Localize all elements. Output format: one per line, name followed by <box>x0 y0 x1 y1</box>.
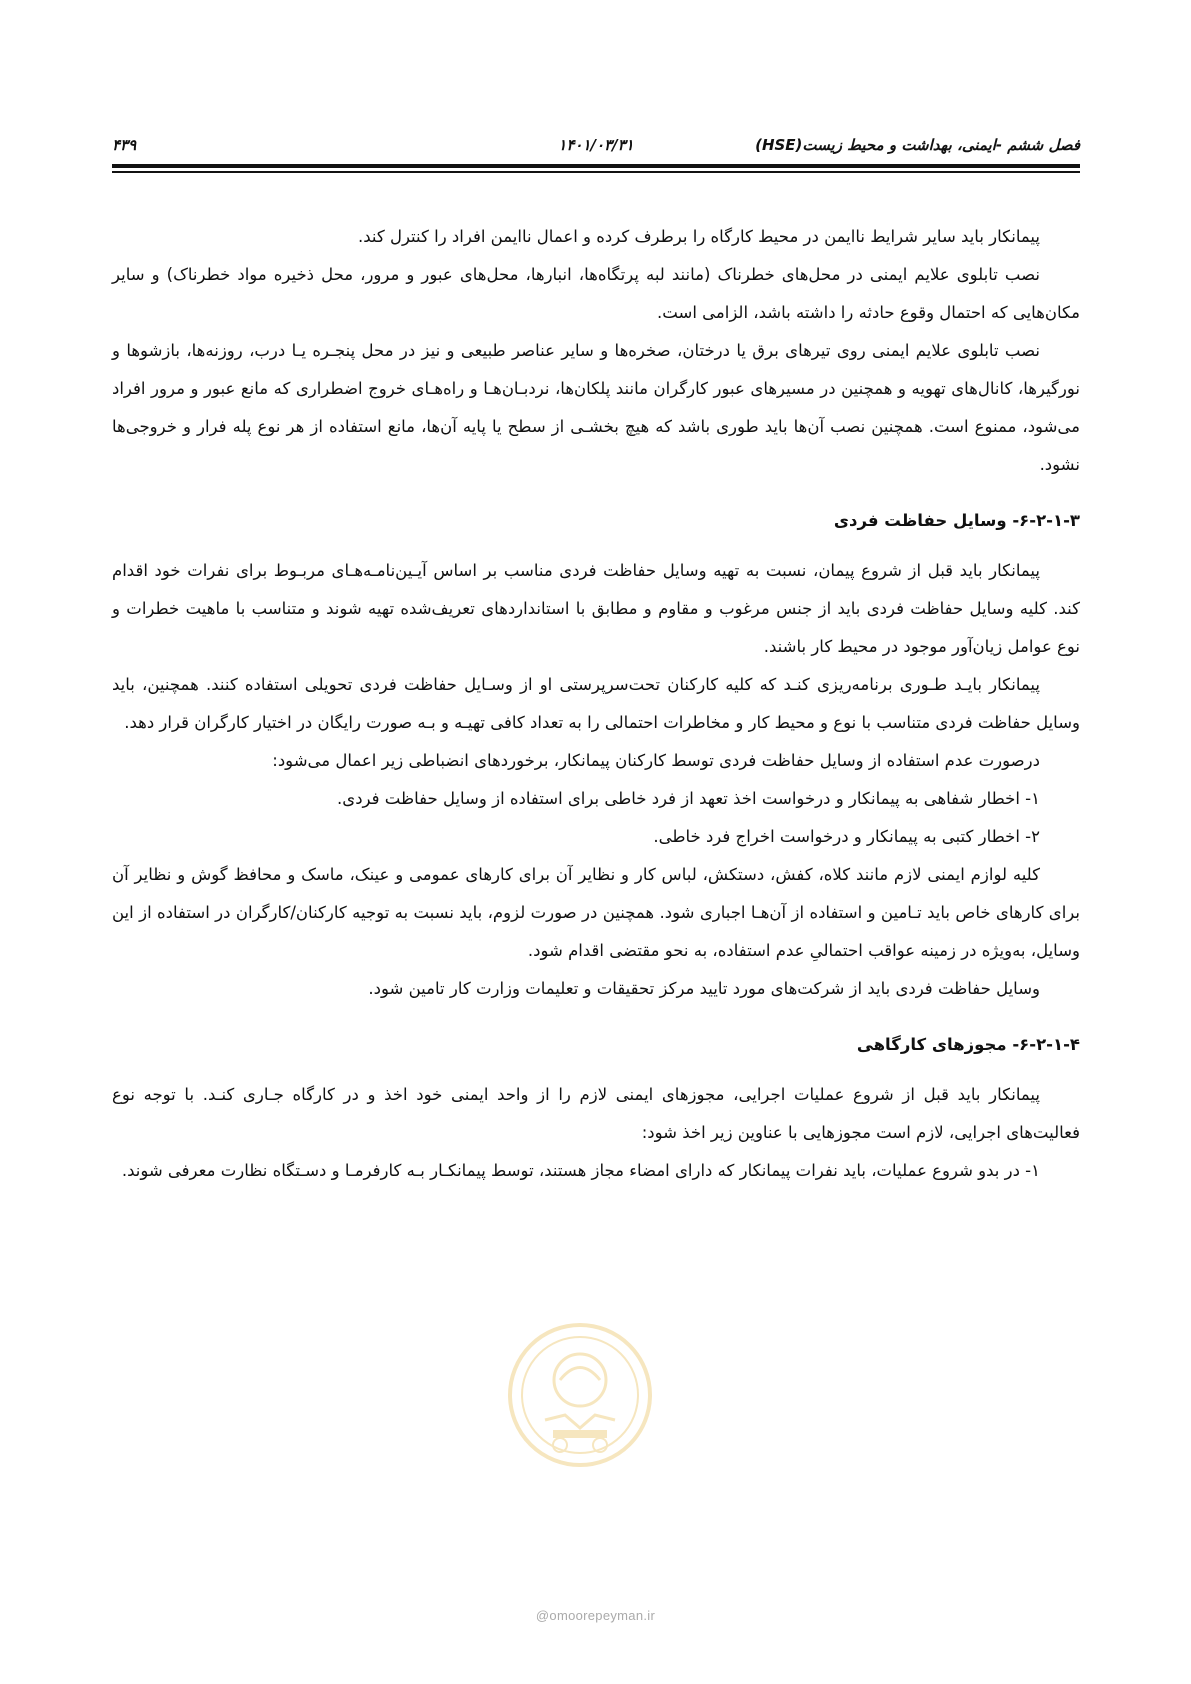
paragraph-6: درصورت عدم استفاده از وسایل حفاظت فردی توسط کارکنان پیمانکار، برخوردهای انضباطی زیر اعمال می‌شود: <box>272 751 1040 770</box>
paragraph-5: پیمانکار بایـد طـوری برنامه‌ریزی کنـد که کلیه کارکنان تحت‌سرپرستی او از وسـایل حفاظت فردی تحویلی استفاده کنند. همچنین، باید وسایل حفاظت فردی متناسب با نوع و محیط کار و مخاطرات احتمالی را به تعداد کافی تهیـه و بـه صورت رایگان در اختیار کارگران قرار دهد. <box>112 675 1080 732</box>
document-body <box>112 218 1080 1190</box>
paragraph-1: پیمانکار باید سایر شرایط ناایمن در محیط کارگاه را برطرف کرده و اعمال ناایمن افراد را کنترل کند. <box>357 227 1040 246</box>
paragraph-7: کلیه لوازم ایمنی لازم مانند کلاه، کفش، دستکش، لباس کار و نظایر آن برای کارهای عمومی و عینک، ماسک و محافظ گوش و نظایر آن برای کارهای خاص باید تـامین و استفاده از آن‌هـا اجباری شود. همچنین در صورت لزوم، باید نسبت به توجیه کارکنان/کارگران در استفاده از این وسایل، به‌ویژه در زمینه عواقب احتمالیِ عدم استفاده، به نحو مقتضی اقدام شود. <box>112 865 1080 960</box>
watermark-seal-icon <box>505 1320 655 1470</box>
header-rule-thick <box>112 164 1080 168</box>
paragraph-3: نصب تابلوی علایم ایمنی روی تیرهای برق یا درختان، صخره‌ها و سایر عناصر طبیعی و نیز در محل پنجـره یـا درب، روزنه‌ها، بازشوها و نورگیرها، کانال‌های تهویه و همچنین در مسیرهای عبور کارگران مانند پلکان‌ها، نردبـان‌هـا و راه‌هـای خروج اضطراری که مانع عبور و مرور افراد می‌شود، ممنوع است. همچنین نصب آن‌ها باید طوری باشد که هیچ بخشـی از سطح یا پایه آن‌ها، مانع استفاده از هر نوع پله فرار و خروجی‌ها نشود. <box>112 341 1080 474</box>
section-heading-6-2-1-4: ۶-۲-۱-۴- مجوزهای کارگاهی <box>856 1035 1080 1054</box>
paragraph-2: نصب تابلوی علایم ایمنی در محل‌های خطرناک (مانند لبه پرتگاه‌ها، انبارها، محل‌های عبور و مرور، محل ذخیره مواد خطرناک) و سایر مکان‌هایی که احتمال وقوع حادثه را داشته باشد، الزامی است. <box>112 265 1080 322</box>
list-item-3: ۱- در بدو شروع عملیات، باید نفرات پیمانکار که دارای امضاء مجاز هستند، توسط پیمانکـار بـه کارفرمـا و دسـتگاه نظارت معرفی شوند. <box>121 1161 1040 1180</box>
paragraph-8: وسایل حفاظت فردی باید از شرکت‌های مورد تایید مرکز تحقیقات و تعلیمات وزارت کار تامین شود. <box>368 979 1040 998</box>
page-number: ۴۳۹ <box>112 136 137 154</box>
page-header <box>112 128 1080 162</box>
list-item-1: ۱- اخطار شفاهی به پیمانکار و درخواست اخذ تعهد از فرد خاطی برای استفاده از وسایل حفاظت فردی. <box>337 789 1040 808</box>
header-rule-thin <box>112 171 1080 173</box>
list-item-2: ۲- اخطار کتبی به پیمانکار و درخواست اخراج فرد خاطی. <box>653 827 1040 846</box>
section-heading-6-2-1-3: ۶-۲-۱-۳- وسایل حفاظت فردی <box>833 511 1080 530</box>
paragraph-9: پیمانکار باید قبل از شروع عملیات اجرایی، مجوزهای ایمنی لازم را از واحد ایمنی خود اخذ و در کارگاه جـاری کنـد. با توجه نوع فعالیت‌های اجرایی، لازم است مجوزهایی با عناوین زیر اخذ شود: <box>112 1085 1080 1142</box>
paragraph-4: پیمانکار باید قبل از شروع پیمان، نسبت به تهیه وسایل حفاظت فردی مناسب بر اساس آیـین‌نامـه‌هـای مربـوط برای نفرات خود اقدام کند. کلیه وسایل حفاظت فردی باید از جنس مرغوب و مقاوم و مطابق با استانداردهای تعریف‌شده تهیه شوند و متناسب با ماهیت خطرات و نوع عوامل زیان‌آور موجود در محیط کار باشند. <box>112 561 1080 656</box>
watermark-site: @omoorepeyman.ir <box>535 1608 656 1623</box>
chapter-title: فصل ششم -ایمنی، بهداشت و محیط زیست(HSE) <box>755 136 1080 154</box>
header-date: ۱۴۰۱/۰۳/۳۱ <box>558 136 634 154</box>
